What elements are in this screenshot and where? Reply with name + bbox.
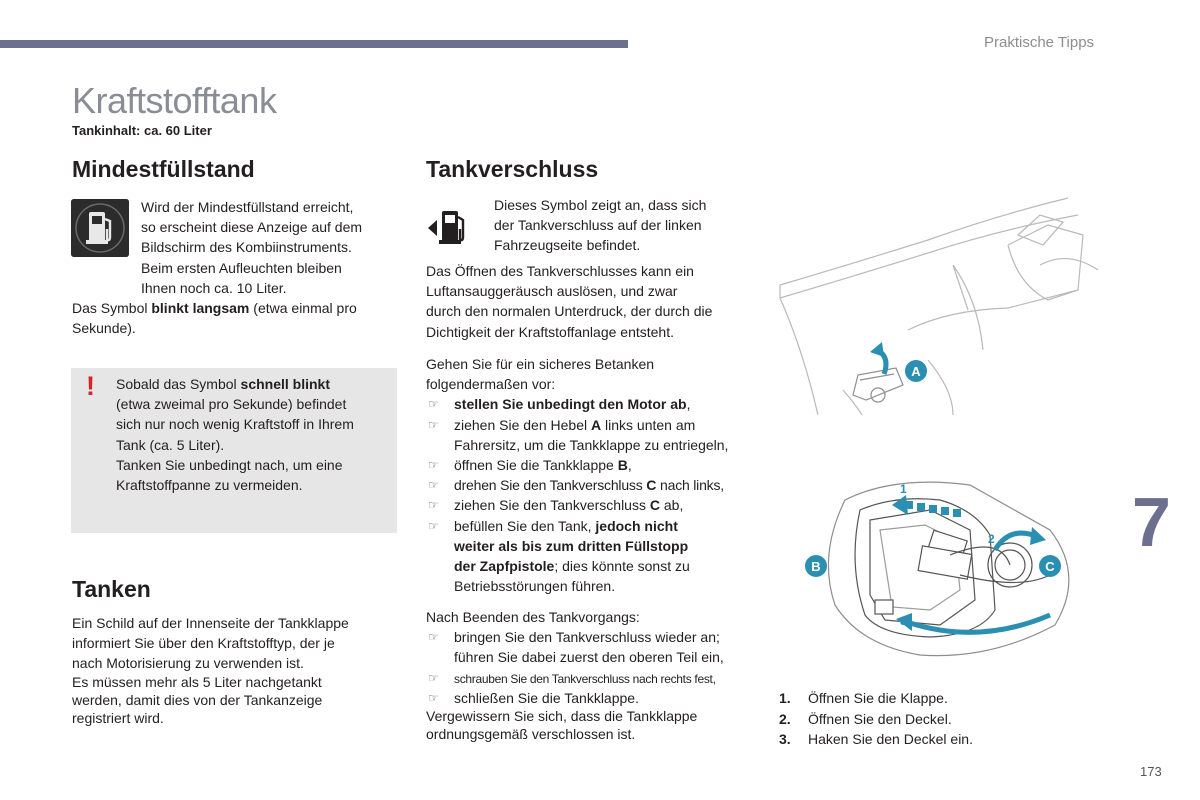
- paragraph-noise: [426, 261, 766, 342]
- step-number-3: 3: [900, 614, 907, 628]
- text-span: ziehen Sie den Hebel: [454, 416, 591, 433]
- emphasis: schnell blinkt: [240, 376, 330, 392]
- text-span: Das Symbol: [72, 300, 152, 316]
- heading-tankverschluss: Tankverschluss: [426, 156, 599, 182]
- text-span: ab,: [659, 497, 684, 514]
- pointer-icon: ☞: [428, 518, 439, 533]
- text-span: befüllen Sie den Tank,: [454, 517, 596, 534]
- pointer-icon: ☞: [428, 458, 439, 473]
- text-line: registriert wird.: [72, 710, 164, 727]
- text-line: Tank (ca. 5 Liter).: [116, 436, 225, 453]
- text-line: (etwa zweimal pro Sekunde) befindet: [116, 396, 347, 413]
- text-line: informiert Sie über den Kraftstofftyp, der je: [72, 635, 335, 652]
- step-number: 3.: [779, 731, 791, 747]
- emphasis: C: [646, 477, 657, 494]
- after-item: [426, 689, 766, 707]
- text-span: ,: [627, 457, 632, 474]
- emphasis: jedoch nicht: [595, 517, 678, 534]
- text-line: nach Motorisierung zu verwenden ist.: [72, 655, 304, 672]
- emphasis: A: [591, 416, 602, 433]
- figure-step: [779, 729, 973, 750]
- text-span: (etwa einmal pro: [249, 300, 357, 316]
- text-line: Das Öffnen des Tankverschlusses kann ein: [426, 263, 694, 279]
- lever-illustration: [778, 190, 1108, 420]
- text-span: schließen Sie die Tankklappe.: [454, 689, 639, 706]
- section-label: Praktische Tipps: [984, 34, 1095, 51]
- mindest-text: [141, 197, 401, 298]
- warning-text: [116, 374, 396, 495]
- text-line: Sekunde).: [72, 320, 136, 337]
- pointer-icon: ☞: [428, 630, 439, 645]
- text-line: Kraftstoffpanne zu vermeiden.: [116, 477, 303, 494]
- pointer-icon: ☞: [428, 498, 439, 513]
- figure-step: [779, 688, 973, 709]
- emphasis: blinkt langsam: [151, 300, 250, 316]
- tank-capacity: Tankinhalt: ca. 60 Liter: [72, 123, 212, 138]
- text-span: öffnen Sie die Tankklappe: [454, 457, 618, 474]
- step-item: [426, 475, 766, 495]
- emphasis: B: [617, 457, 628, 474]
- pointer-icon: ☞: [428, 670, 439, 685]
- page-title: Kraftstofftank: [72, 80, 277, 121]
- step-item: [426, 415, 766, 455]
- step-number: 2.: [779, 710, 791, 727]
- warning-icon: !: [86, 371, 95, 401]
- text-line: Wird der Mindestfüllstand erreicht,: [141, 199, 354, 215]
- text-line: Tanken Sie unbedingt nach, um eine: [116, 456, 343, 473]
- text-span: drehen Sie den Tankverschluss: [454, 477, 647, 494]
- text-span: Betriebsstörungen führen.: [454, 578, 616, 595]
- text-line: Dichtigkeit der Kraftstoffanlage entsteht.: [426, 323, 674, 340]
- text-line: Ein Schild auf der Innenseite der Tankklappe: [72, 615, 349, 631]
- arrow-icon: [870, 342, 886, 374]
- fuel-cap-illustration: [800, 475, 1085, 660]
- fuel-warning-icon: [71, 199, 129, 257]
- refuel-instructions: [426, 354, 766, 596]
- header-bar: [0, 40, 628, 48]
- text-span: schrauben Sie den Tankverschluss nach rechts fest,: [454, 671, 716, 686]
- text-line: Fahrzeugseite befindet.: [494, 237, 641, 254]
- text-span: führen Sie dabei zuerst den oberen Teil ein,: [454, 649, 724, 666]
- text-span: bringen Sie den Tankverschluss wieder an;: [454, 629, 720, 646]
- step-text: Öffnen Sie den Deckel.: [808, 710, 952, 727]
- text-line: Nach Beenden des Tankvorgangs:: [426, 609, 640, 625]
- step-text: Öffnen Sie die Klappe.: [808, 690, 948, 706]
- step-item: [426, 455, 766, 475]
- figure-steps: [779, 688, 973, 750]
- step-item: [426, 516, 766, 597]
- text-line: Bildschirm des Kombiinstruments.: [141, 239, 352, 256]
- blink-text: [72, 298, 402, 338]
- text-line: der Tankverschluss auf der linken: [494, 217, 702, 234]
- pointer-icon: ☞: [428, 397, 439, 412]
- step-item: [426, 394, 766, 414]
- after-list: [426, 627, 766, 707]
- text-line: werden, damit dies von der Tankanzeige: [72, 691, 323, 708]
- icon-description: [494, 195, 754, 256]
- text-line: Gehen Sie für ein sicheres Betanken: [426, 356, 655, 372]
- text-span: Sobald das Symbol: [116, 376, 241, 392]
- after-refuel: [426, 607, 766, 743]
- step-number-1: 1: [900, 482, 907, 496]
- text-line: folgendermaßen vor:: [426, 376, 556, 393]
- text-span: nach links,: [656, 477, 724, 494]
- figure-step: [779, 709, 973, 730]
- fuel-flap-side-icon: [426, 207, 476, 249]
- emphasis: stellen Sie unbedingt den Motor ab: [454, 396, 687, 413]
- arrow-1-icon: [892, 495, 961, 517]
- text-span: ,: [686, 396, 691, 413]
- emphasis: C: [649, 497, 660, 514]
- text-line: Ihnen noch ca. 10 Liter.: [141, 279, 287, 296]
- chapter-number: 7: [1132, 483, 1171, 561]
- heading-mindestfuellstand: Mindestfüllstand: [72, 156, 255, 182]
- text-line: Dieses Symbol zeigt an, dass sich: [494, 197, 707, 213]
- pointer-icon: ☞: [428, 690, 439, 705]
- label-a: A: [911, 364, 921, 379]
- text-line: Luftansauggeräusch auslösen, und zwar: [426, 283, 678, 300]
- text-line: Beim ersten Aufleuchten bleiben: [141, 259, 342, 276]
- label-b: B: [811, 559, 821, 574]
- step-number-2: 2: [988, 532, 995, 546]
- text-line: sich nur noch wenig Kraftstoff in Ihrem: [116, 416, 354, 433]
- text-span: links unten am: [601, 416, 696, 433]
- text-line: Es müssen mehr als 5 Liter nachgetankt: [72, 673, 322, 690]
- emphasis: der Zapfpistole: [454, 558, 555, 575]
- step-number: 1.: [779, 690, 791, 706]
- text-span: ziehen Sie den Tankverschluss: [454, 497, 650, 514]
- step-list: [426, 394, 766, 596]
- pointer-icon: ☞: [428, 478, 439, 493]
- text-line: durch den normalen Unterdruck, der durch die: [426, 303, 713, 320]
- step-item: [426, 495, 766, 515]
- pointer-icon: ☞: [428, 417, 439, 432]
- text-span: ; dies könnte sonst zu: [554, 558, 690, 575]
- label-c: C: [1045, 559, 1055, 574]
- after-item: [426, 627, 766, 667]
- text-line: ordnungsgemäß verschlossen ist.: [426, 725, 636, 742]
- emphasis: weiter als bis zum dritten Füllstopp: [454, 537, 689, 554]
- text-line: so erscheint diese Anzeige auf dem: [141, 219, 363, 236]
- text-span: Fahrersitz, um die Tankklappe zu entriegeln,: [454, 436, 729, 453]
- after-item: [426, 668, 766, 689]
- arrow-2-icon: [995, 527, 1046, 550]
- step-text: Haken Sie den Deckel ein.: [808, 731, 973, 747]
- tanken-text: [72, 613, 402, 728]
- text-line: Vergewissern Sie sich, dass die Tankklappe: [426, 707, 698, 724]
- page-number: 173: [1140, 764, 1162, 779]
- heading-tanken: Tanken: [72, 576, 151, 602]
